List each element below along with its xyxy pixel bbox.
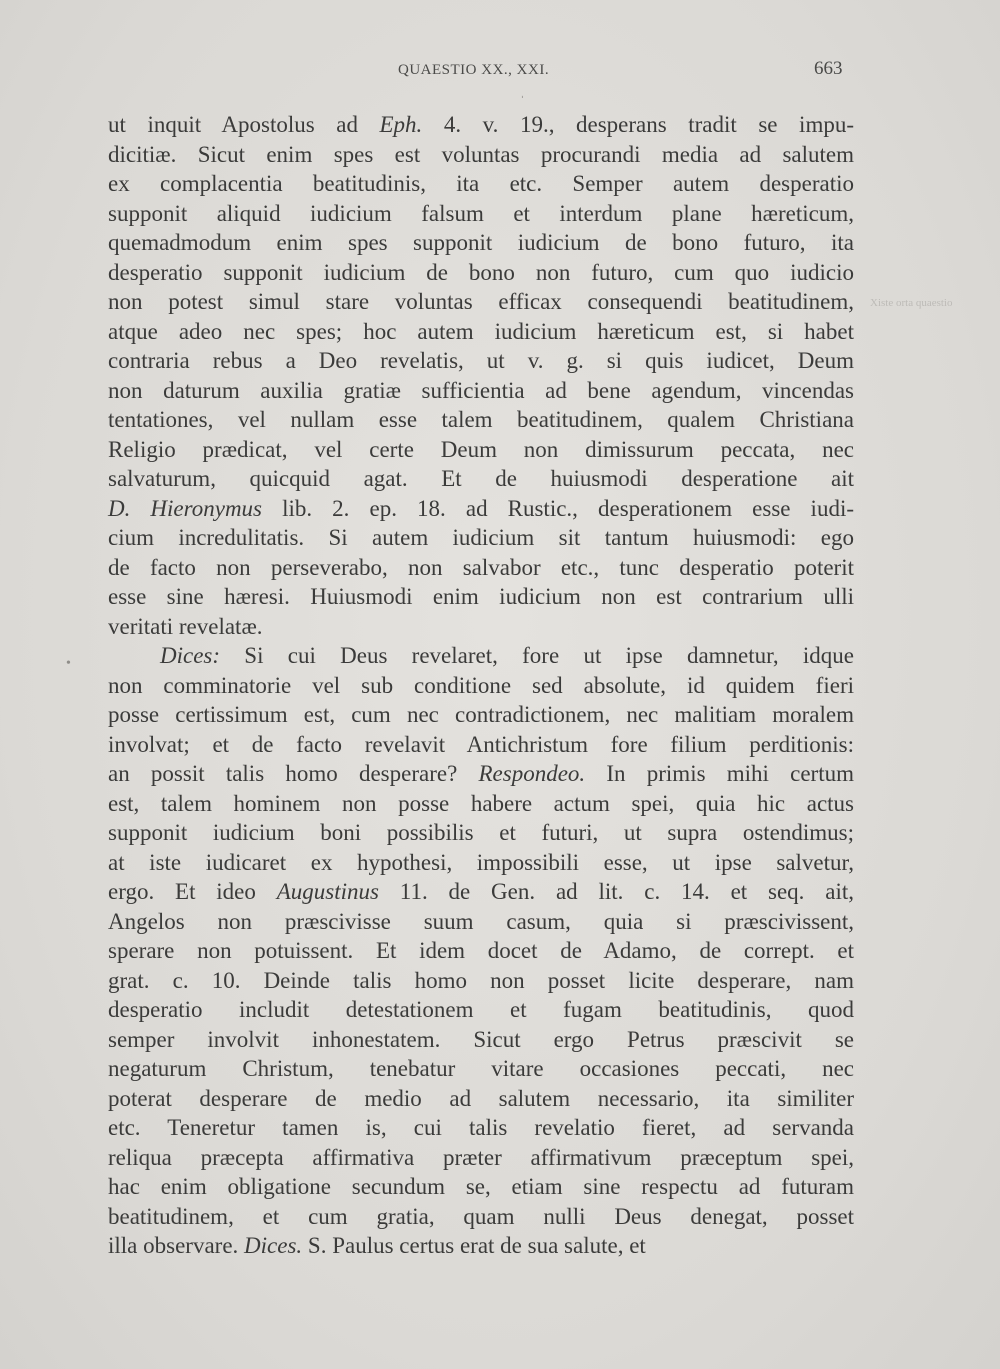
text-segment: Si cui Deus revelaret, fore ut ipse damnetur, idque: [220, 643, 854, 668]
text-segment: S. Paulus certus erat de sua salute, et: [302, 1233, 646, 1258]
italic-text: Respondeo.: [478, 761, 586, 786]
text-line: [108, 966, 854, 996]
text-segment: veritati revelatæ.: [108, 613, 263, 639]
text-segment: lib. 2. ep. 18. ad Rustic., desperationem esse iudi-: [262, 495, 854, 521]
text-line: [108, 228, 854, 258]
page-number: 663: [814, 58, 843, 79]
text-line: [108, 641, 854, 671]
text-line: [108, 110, 854, 140]
text-line: [108, 907, 854, 937]
text-segment: de facto non perseverabo, non salvabor etc., tunc desperatio poterit: [108, 554, 854, 580]
italic-text: Dices:: [160, 643, 221, 668]
text-segment: semper involvit inhonestatem. Sicut ergo Petrus præscivit se: [108, 1026, 854, 1052]
text-segment: In primis mihi certum: [585, 761, 854, 786]
text-segment: est, talem hominem non posse habere actum spei, quia hic actus: [108, 790, 854, 816]
text-segment: beatitudinem, et cum gratia, quam nulli Deus denegat, posset: [108, 1203, 854, 1229]
body-text: [108, 110, 854, 1261]
text-line: [108, 582, 854, 612]
text-line: [108, 1202, 854, 1232]
text-segment: illa observare.: [108, 1233, 245, 1258]
text-line: [108, 376, 854, 406]
text-segment: non potest simul stare voluntas efficax consequendi beatitudinem,: [108, 289, 854, 314]
text-segment: non daturum auxilia gratiæ sufficientia ad bene agendum, vincendas: [108, 377, 854, 403]
text-line: [108, 848, 854, 878]
text-line: [108, 199, 854, 229]
text-line: [108, 730, 854, 760]
italic-text: Augustinus: [276, 879, 379, 904]
text-line: [108, 877, 854, 907]
text-line: [108, 405, 854, 435]
text-segment: supponit iudicium boni possibilis et futuri, ut supra ostendimus;: [108, 820, 854, 845]
text-line: [108, 936, 854, 966]
italic-text: Eph.: [379, 112, 423, 137]
text-segment: poterat desperare de medio ad salutem necessario, ita similiter: [108, 1085, 854, 1111]
text-line: [108, 1084, 854, 1114]
margin-note: Xiste orta quaestio: [870, 297, 953, 309]
text-segment: desperatio supponit iudicium de bono non futuro, cum quo iudicio: [108, 259, 854, 285]
text-segment: grat. c. 10. Deinde talis homo non posset licite desperare, nam: [108, 967, 854, 993]
text-segment: Angelos non præscivisse suum casum, quia si præscivissent,: [108, 908, 854, 934]
text-segment: dicitiæ. Sicut enim spes est voluntas procurandi media ad salutem: [108, 141, 854, 167]
text-segment: supponit aliquid iudicium falsum et interdum plane hæreticum,: [108, 200, 854, 226]
text-segment: an possit talis homo desperare?: [108, 761, 479, 786]
text-segment: quemadmodum enim spes supponit iudicium de bono futuro, ita: [108, 230, 854, 255]
text-line: [108, 1231, 854, 1261]
text-segment: tentationes, vel nullam esse talem beatitudinem, qualem Christiana: [108, 407, 854, 432]
text-segment: atque adeo nec spes; hoc autem iudicium hæreticum est, si habet: [108, 318, 854, 344]
text-line: [108, 169, 854, 199]
text-line: [108, 317, 854, 347]
text-segment: involvat; et de facto revelavit Antichristum fore filium perditionis:: [108, 731, 854, 757]
text-segment: reliqua præcepta affirmativa præter affirmativum præceptum spei,: [108, 1144, 854, 1170]
text-segment: 4. v. 19., desperans tradit se impu-: [422, 112, 854, 137]
text-line: [108, 789, 854, 819]
text-line: [108, 523, 854, 553]
stray-mark: •: [66, 656, 71, 671]
italic-text: Dices.: [244, 1233, 303, 1258]
text-segment: ut inquit Apostolus ad: [108, 112, 380, 137]
text-line: [108, 1172, 854, 1202]
text-line: [108, 759, 854, 789]
text-line: [108, 287, 854, 317]
text-line: [108, 671, 854, 701]
text-line: [108, 1113, 854, 1143]
stray-mark: ˌ: [520, 84, 525, 99]
text-segment: cium incredulitatis. Si autem iudicium sit tantum huiusmodi: ego: [108, 525, 854, 550]
text-segment: etc. Teneretur tamen is, cui talis revelatio fieret, ad servanda: [108, 1115, 854, 1140]
text-segment: at iste iudicaret ex hypothesi, impossibili esse, ut ipse salvetur,: [108, 849, 854, 875]
italic-text: D. Hieronymus: [108, 495, 263, 521]
text-segment: salvaturum, quicquid agat. Et de huiusmodi desperatione ait: [108, 466, 854, 491]
text-segment: sperare non potuissent. Et idem docet de Adamo, de corrept. et: [108, 938, 854, 963]
text-line: [108, 494, 854, 524]
text-line: [108, 612, 854, 642]
text-line: [108, 995, 854, 1025]
text-segment: ex complacentia beatitudinis, ita etc. Semper autem desperatio: [108, 171, 854, 196]
text-segment: contraria rebus a Deo revelatis, ut v. g. si quis iudicet, Deum: [108, 348, 854, 373]
text-line: [108, 1025, 854, 1055]
text-line: [108, 1143, 854, 1173]
text-line: [108, 1054, 854, 1084]
text-segment: 11. de Gen. ad lit. c. 14. et seq. ait,: [378, 879, 854, 904]
text-segment: non comminatorie vel sub conditione sed absolute, id quidem fieri: [108, 672, 854, 698]
text-segment: hac enim obligatione secundum se, etiam sine respectu ad futuram: [108, 1174, 854, 1199]
text-line: [108, 553, 854, 583]
text-line: [108, 140, 854, 170]
text-segment: posse certissimum est, cum nec contradictionem, nec malitiam moralem: [108, 702, 854, 727]
text-segment: negaturum Christum, tenebatur vitare occasiones peccati, nec: [108, 1056, 854, 1081]
text-segment: Religio prædicat, vel certe Deum non dimissurum peccata, nec: [108, 436, 854, 462]
text-line: [108, 435, 854, 465]
text-segment: ergo. Et ideo: [108, 879, 277, 904]
text-line: [108, 464, 854, 494]
text-segment: esse sine hæresi. Huiusmodi enim iudicium non est contrarium ulli: [108, 584, 854, 609]
text-line: [108, 818, 854, 848]
text-line: [108, 346, 854, 376]
text-line: [108, 700, 854, 730]
text-line: [108, 258, 854, 288]
running-head: QUAESTIO XX., XXI.: [398, 62, 550, 78]
text-segment: desperatio includit detestationem et fugam beatitudinis, quod: [108, 997, 854, 1022]
